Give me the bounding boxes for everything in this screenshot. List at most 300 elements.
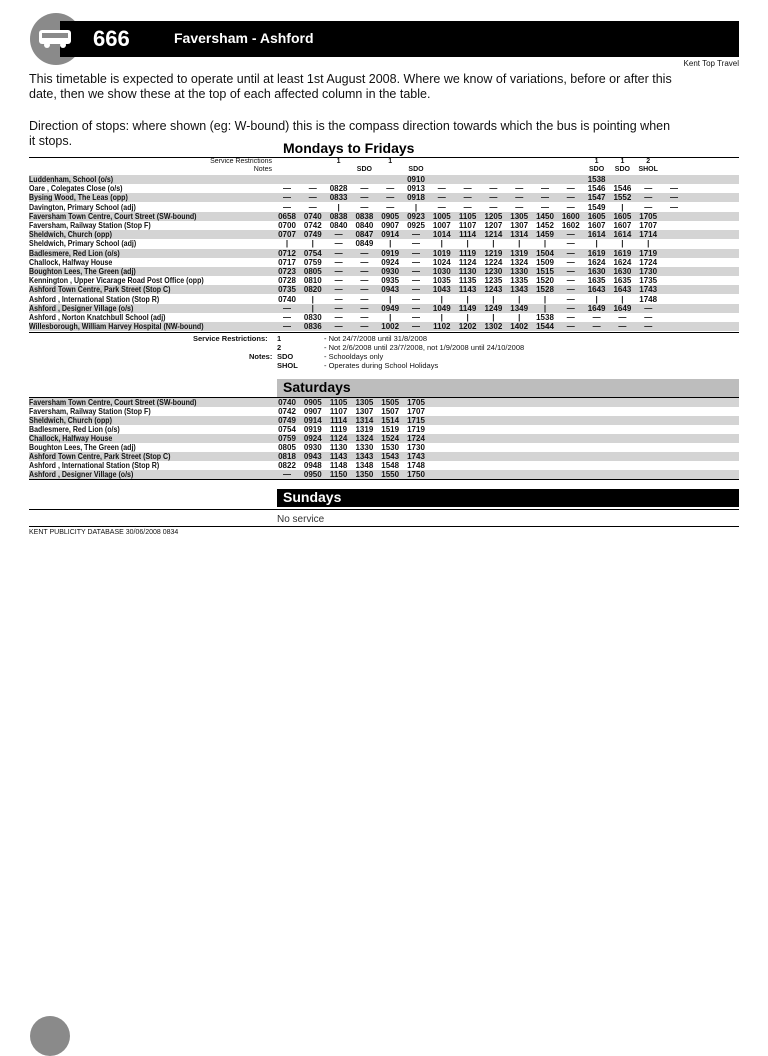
time-cell: 1748 [639,294,658,304]
time-cell: | [311,294,314,304]
time-cell: 0924 [303,434,322,443]
time-cell: — [334,313,343,322]
table-row [29,452,739,461]
time-cell: 1750 [407,470,425,479]
time-cell: 1635 [587,276,606,286]
time-cell: — [412,303,420,313]
table-row [29,239,739,248]
time-cell: 1107 [329,407,348,416]
time-cell: 1735 [639,276,658,286]
time-cell: — [566,313,575,322]
time-cell: — [644,313,653,322]
time-cell: 0740 [278,398,296,407]
table-row [29,470,739,479]
time-cell: — [566,267,575,276]
time-cell: 0707 [278,230,296,240]
legend-code: SDO [277,352,294,361]
time-cell: 0805 [303,267,322,276]
time-cell: — [412,276,420,286]
time-cell: 1624 [613,257,632,267]
time-cell: 1520 [536,276,554,286]
time-cell: | [518,239,521,249]
time-cell: 1130 [329,443,348,452]
bus-icon [38,27,72,51]
time-cell: 0836 [303,322,322,332]
stop-name: Faversham Town Centre, Court Street (SW-bound) [29,398,197,407]
time-cell: 1114 [330,416,348,425]
time-cell: 1343 [355,452,374,461]
time-cell: 0723 [278,267,296,276]
time-cell: — [618,322,627,332]
time-cell: | [492,294,495,304]
time-cell: 0838 [329,211,348,221]
time-cell: — [334,276,343,286]
time-cell: 1649 [587,303,606,313]
time-cell: 1243 [484,285,503,295]
note-code: SHOL [638,166,658,173]
time-cell: — [592,313,601,322]
time-cell: 1714 [639,230,658,240]
time-cell: | [621,239,624,249]
time-cell: 1705 [407,398,425,407]
time-cell: 1350 [355,470,374,479]
table-row [29,313,739,322]
legend-text: - Not 2/6/2008 until 23/7/2008, not 1/9/2008 until 24/10/2008 [324,343,525,352]
restriction-code: 2 [646,158,651,165]
time-cell: 0717 [278,257,296,267]
time-cell: 1043 [432,285,451,295]
time-cell: — [566,257,575,267]
time-cell: 1507 [381,407,400,416]
time-cell: — [463,193,472,203]
stop-name: Sheldwich, Primary School (adj) [29,239,137,249]
time-cell: 1619 [613,248,632,258]
time-cell: 1148 [329,461,348,470]
time-cell: — [644,303,653,313]
time-cell: 1643 [587,285,606,295]
time-cell: 0833 [329,193,348,203]
note-code: SDO [589,166,605,173]
table-row [29,461,739,470]
time-cell: 0913 [407,184,425,194]
time-cell: 1504 [536,248,554,258]
time-cell: 1002 [381,322,400,332]
time-cell: — [489,202,498,212]
time-cell: | [543,303,547,313]
time-cell: 0923 [407,211,425,221]
stop-name: Sheldwich, Church (opp) [29,230,112,240]
time-cell: 0930 [303,443,322,452]
time-cell: 1509 [536,257,554,267]
time-cell: | [311,303,314,313]
time-cell: — [566,193,575,203]
time-cell: — [489,193,498,203]
time-cell: — [412,285,420,295]
time-cell: — [283,193,291,203]
time-cell: — [515,193,524,203]
table-row [29,276,739,285]
time-cell: 1635 [613,276,632,286]
time-cell: | [285,239,289,249]
time-cell: 1614 [613,230,632,240]
time-cell: 1114 [459,230,477,240]
time-cell: 1543 [381,452,400,461]
weekday-heading: Mondays to Fridays [283,140,415,156]
direction-text: Direction of stops: where shown (eg: W-bound) this is the compass direction towards which the bus is pointing when it stops. [29,119,671,148]
divider [29,479,739,480]
time-cell: 1705 [639,211,658,221]
time-cell: — [334,267,343,276]
time-cell: 1630 [613,267,632,276]
time-cell: 1544 [536,322,554,332]
table-row [29,407,739,416]
table-row [29,322,739,331]
time-cell: — [308,202,317,212]
time-cell: 1743 [639,285,658,295]
time-cell: — [566,276,575,286]
time-cell: — [334,322,343,332]
time-cell: 0742 [278,407,296,416]
time-cell: 1724 [407,434,425,443]
restriction-code: 1 [336,158,341,165]
validity-text: This timetable is expected to operate until at least 1st August 2008. Where we know of variations, before or after this date, then we show these at the top of each affected column in the table. [29,72,672,101]
time-cell: 1249 [484,303,503,313]
time-cell: 0907 [381,221,400,230]
time-cell: 1643 [613,285,632,295]
time-cell: — [566,294,575,304]
time-cell: 0805 [278,443,296,452]
time-cell: 1459 [536,230,554,240]
time-cell: — [360,294,369,304]
time-cell: 0935 [381,276,400,286]
stop-name: Badlesmere, Red Lion (o/s) [29,425,120,434]
time-cell: 1049 [432,303,451,313]
legend-code: SHOL [277,361,298,370]
table-row [29,295,739,304]
divider [29,332,739,333]
table-row [29,184,739,193]
table-row [29,212,739,221]
time-cell: 0943 [303,452,322,461]
time-cell: 0930 [381,267,400,276]
stop-name: Boughton Lees, The Green (adj) [29,267,136,276]
time-cell: 0919 [303,425,322,434]
time-cell: 0749 [278,416,296,425]
time-cell: 0838 [355,211,374,221]
time-cell: | [440,313,443,322]
sunday-heading: Sundays [277,489,739,507]
stop-name: Ashford , Designer Village (o/s) [29,303,134,313]
table-row [29,425,739,434]
stop-name: Faversham Town Centre, Court Street (SW-bound) [29,211,197,221]
notes-row [29,166,739,174]
time-cell: 1135 [458,276,477,286]
time-cell: 0740 [303,211,322,221]
time-cell: 1343 [510,285,529,295]
time-cell: 0818 [278,452,296,461]
time-cell: 1546 [613,184,632,194]
time-cell: — [566,248,575,258]
legend-code: 1 [277,334,282,343]
time-cell: — [541,184,549,194]
time-cell: 0910 [407,175,425,184]
stop-name: Challock, Halfway House [29,434,113,443]
time-cell: 0914 [381,230,400,240]
time-cell: 1649 [613,303,632,313]
time-cell: — [437,202,446,212]
time-cell: 0943 [381,285,400,295]
time-cell: 1730 [639,267,658,276]
operator-name: Kent Top Travel [683,59,739,68]
time-cell: 1007 [432,221,451,230]
time-cell: 1019 [432,248,451,258]
time-cell: — [360,322,369,332]
time-cell: 1619 [587,248,606,258]
time-cell: | [466,294,469,304]
time-cell: 1150 [329,470,348,479]
time-cell: 1505 [381,398,400,407]
time-cell: 1205 [484,211,503,221]
time-cell: — [463,184,472,194]
time-cell: | [337,202,340,212]
table-row [29,267,739,276]
time-cell: | [595,239,598,249]
time-cell: 0759 [278,434,296,443]
table-row [29,221,739,230]
time-cell: 0820 [303,285,322,295]
time-cell: — [566,239,575,249]
table-row [29,304,739,313]
legend-notes-label: Notes: [249,352,273,361]
stop-name: Boughton Lees, The Green (adj) [29,443,136,452]
time-cell: — [360,184,369,194]
time-cell: — [283,184,291,194]
time-cell: — [463,202,472,212]
time-cell: 0810 [303,276,322,286]
time-cell: 1319 [510,248,529,258]
time-cell: — [541,202,549,212]
stop-name: Sheldwich, Church (opp) [29,416,112,425]
table-row [29,230,739,239]
time-cell: 1630 [587,267,606,276]
time-cell: 1528 [536,285,554,295]
time-cell: | [414,202,418,212]
time-cell: 1305 [510,211,529,221]
time-cell: 1314 [355,416,374,425]
time-cell: — [283,313,291,322]
time-cell: 0700 [278,221,296,230]
time-cell: — [360,276,369,286]
divider [29,526,739,527]
time-cell: 1235 [484,276,503,286]
time-cell: — [283,202,291,212]
stop-name: Bysing Wood, The Leas (opp) [29,193,128,203]
time-cell: — [360,313,369,322]
time-cell: 1605 [587,211,606,221]
stop-name: Ashford , Designer Village (o/s) [29,470,134,479]
legend-restrictions-label: Service Restrictions: [193,334,268,343]
note-code: SDO [614,166,630,173]
table-row [29,443,739,452]
time-cell: — [283,303,291,313]
time-cell: 1524 [381,434,400,443]
time-cell: | [492,239,495,249]
stop-name: Badlesmere, Red Lion (o/s) [29,248,120,258]
time-cell: 1307 [510,221,529,230]
time-cell: 1348 [355,461,374,470]
time-cell: 1014 [432,230,451,240]
time-cell: 0840 [355,221,374,230]
time-cell: 1105 [329,398,348,407]
time-cell: 1219 [484,248,503,258]
table-row [29,249,739,258]
time-cell: 1307 [355,407,374,416]
time-cell: — [489,184,498,194]
time-cell: — [412,248,420,258]
time-cell: — [670,202,678,212]
time-cell: — [360,303,369,313]
stop-name: Ashford Town Centre, Park Street (Stop C) [29,452,171,461]
stop-name: Ashford Town Centre, Park Street (Stop C) [29,285,171,295]
time-cell: — [515,202,524,212]
time-cell: | [621,294,624,304]
time-cell: 1624 [587,257,606,267]
time-cell: 0759 [303,257,322,267]
time-cell: — [412,267,420,276]
route-number: 666 [93,26,130,51]
time-cell: 1548 [381,461,400,470]
time-cell: — [308,184,317,194]
time-cell: 1143 [458,285,477,295]
time-cell: 1214 [484,230,503,240]
time-cell: 1602 [561,221,580,230]
time-cell: 1515 [536,267,554,276]
time-cell: 1538 [536,313,554,322]
time-cell: — [566,322,575,332]
time-cell: — [360,257,369,267]
time-cell: — [566,303,575,313]
time-cell: — [360,193,369,203]
table-row [29,416,739,425]
time-cell: — [618,313,627,322]
time-cell: 1600 [561,211,580,221]
stop-name: Ashford , International Station (Stop R) [29,461,160,470]
time-cell: — [670,184,678,194]
time-cell: 1452 [536,221,554,230]
time-cell: 1335 [510,276,529,286]
time-cell: — [670,193,678,203]
time-cell: 1119 [459,248,477,258]
time-cell: 1035 [432,276,451,286]
note-code: SDO [408,166,424,173]
stop-name: Faversham, Railway Station (Stop F) [29,407,151,416]
time-cell: | [647,239,650,249]
stop-name: Ashford , International Station (Stop R) [29,294,160,304]
stop-name: Kennington , Upper Vicarage Road Post Office (opp) [29,276,204,286]
time-cell: 1102 [433,322,451,332]
time-cell: — [334,239,343,249]
time-cell: 1607 [613,221,632,230]
time-cell: 1715 [407,416,425,425]
note-code: SDO [356,166,372,173]
restrictions-row [29,158,739,166]
time-cell: 0822 [278,461,296,470]
stop-name: Willesborough, William Harvey Hospital (NW-bound) [29,322,204,332]
time-cell: 1302 [484,322,503,332]
time-cell: | [440,239,443,249]
time-cell: 1324 [510,257,529,267]
time-cell: — [437,193,446,203]
time-cell: | [543,239,547,249]
time-cell: 0914 [303,416,322,425]
time-cell: 1730 [407,443,425,452]
time-cell: 0948 [303,461,322,470]
table-row [29,203,739,212]
time-cell: — [334,285,343,295]
time-cell: 1202 [458,322,477,332]
stop-name: Davington, Primary School (adj) [29,202,136,212]
time-cell: 1546 [587,184,606,194]
time-cell: 1105 [458,211,477,221]
time-cell: — [644,184,653,194]
table-row [29,175,739,184]
time-cell: 0925 [407,221,425,230]
stop-name: Faversham, Railway Station (Stop F) [29,221,151,230]
time-cell: — [334,257,343,267]
time-cell: 0847 [355,230,374,240]
time-cell: 0749 [303,230,322,240]
time-cell: 1330 [355,443,374,452]
time-cell: 1707 [407,407,425,416]
time-cell: 1605 [613,211,632,221]
time-cell: | [518,313,521,322]
time-cell: — [334,230,343,240]
time-cell: — [644,322,653,332]
route-name: Faversham - Ashford [174,30,314,46]
time-cell: — [412,322,420,332]
time-cell: 1514 [381,416,400,425]
table-row [29,434,739,443]
time-cell: 0728 [278,276,296,286]
time-cell: — [515,184,524,194]
saturday-heading: Saturdays [277,379,739,397]
time-cell: 0742 [303,221,322,230]
time-cell: 1549 [587,202,606,212]
time-cell: 1743 [407,452,425,461]
time-cell: | [466,313,469,322]
time-cell: 1319 [355,425,374,434]
restriction-code: 1 [594,158,599,165]
time-cell: 1538 [587,175,606,184]
time-cell: — [412,239,420,249]
time-cell: — [283,470,291,479]
time-cell: 0950 [303,470,322,479]
time-cell: — [334,303,343,313]
time-cell: 1607 [587,221,606,230]
time-cell: | [389,294,392,304]
time-cell: — [566,184,575,194]
time-cell: 1224 [484,257,503,267]
time-cell: — [283,322,291,332]
stop-name: Ashford , Norton Knatchbull School (adj) [29,313,166,322]
time-cell: 0905 [381,211,400,221]
time-cell: — [308,193,317,203]
time-cell: | [492,313,495,322]
time-cell: 0949 [381,303,400,313]
time-cell: — [566,202,575,212]
time-cell: 0840 [329,221,348,230]
time-cell: | [466,239,469,249]
